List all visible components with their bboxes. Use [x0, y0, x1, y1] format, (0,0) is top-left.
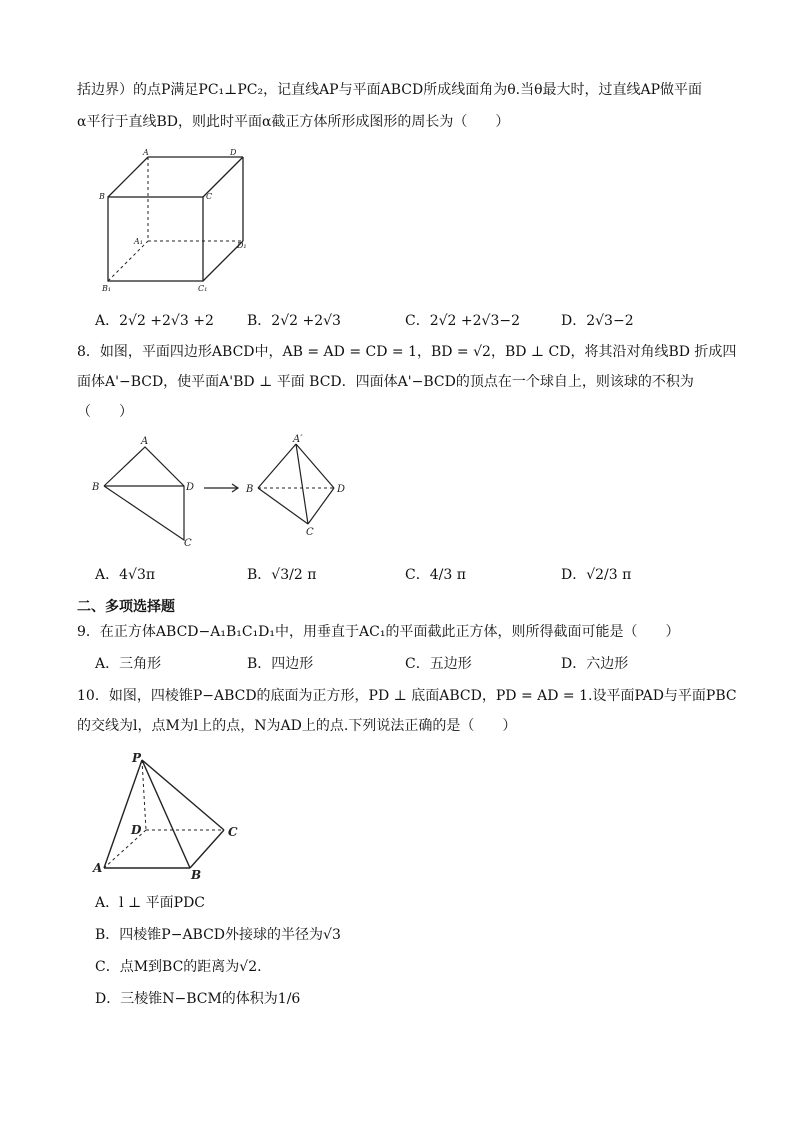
q10-fig-label-b: B — [191, 868, 202, 882]
q8-fig-right-label-b: B — [246, 484, 254, 495]
q10-fig-label-p: P — [132, 751, 142, 765]
q9-option-c[interactable]: C．五边形 — [405, 656, 472, 672]
q7-text-line1: 括边界）的点P满足PC₁⊥PC₂，记直线AP与平面ABCD所成线面角为θ.当θ最大时，过直线AP做平面 — [77, 82, 703, 98]
q8-text-line1: 8．如图，平面四边形ABCD中，AB = AD = CD = 1，BD = √2，BD ⊥ CD，将其沿对角线BD 折成四 — [77, 344, 737, 360]
section-title-multiple-choice: 二、多项选择题 — [77, 599, 175, 615]
q9-text-line1: 9．在正方体ABCD−A₁B₁C₁D₁中，用垂直于AC₁的平面截此正方体，则所得截面可能是（ ） — [77, 624, 680, 640]
q8-fig-left-label-d: D — [186, 482, 195, 493]
q8-option-d[interactable]: D．√2/3 π — [561, 567, 632, 583]
q7-text-line2: α平行于直线BD，则此时平面α截正方体所形成图形的周长为（ ） — [77, 114, 510, 130]
q7-option-b[interactable]: B．2√2 +2√3 — [247, 313, 341, 329]
q10-option-b[interactable]: B．四棱锥P−ABCD外接球的半径为√3 — [95, 927, 341, 943]
q7-cube-figure — [92, 145, 262, 295]
q7-fig-label-b: B — [99, 192, 105, 201]
q7-fig-label-d1: D₁ — [237, 241, 247, 250]
q7-fig-label-a: A — [143, 148, 149, 157]
q8-figure — [88, 432, 358, 552]
q10-option-a[interactable]: A．l ⊥ 平面PDC — [95, 895, 206, 911]
q10-text-line2: 的交线为l，点M为l上的点，N为AD上的点.下列说法正确的是（ ） — [77, 718, 517, 734]
q10-option-d[interactable]: D．三棱锥N−BCM的体积为1/6 — [95, 991, 301, 1007]
q9-option-a[interactable]: A．三角形 — [95, 656, 162, 672]
q7-option-a[interactable]: A．2√2 +2√3 +2 — [95, 313, 214, 329]
q8-text-line3: （ ） — [77, 404, 133, 420]
q10-fig-label-d: D — [131, 823, 142, 837]
q7-fig-label-a1: A₁ — [134, 237, 143, 246]
q8-option-b[interactable]: B．√3/2 π — [247, 567, 317, 583]
q8-fig-right-label-c: C — [306, 527, 314, 538]
q10-fig-label-a: A — [93, 861, 103, 875]
q7-option-d[interactable]: D．2√3−2 — [561, 313, 634, 329]
q10-text-line1: 10．如图，四棱锥P−ABCD的底面为正方形，PD ⊥ 底面ABCD，PD = AD = 1.设平面PAD与平面PBC — [77, 688, 737, 704]
q10-pyramid-figure — [90, 748, 250, 883]
q9-option-d[interactable]: D．六边形 — [561, 656, 629, 672]
q8-fig-left-label-a: A — [141, 436, 149, 447]
q9-option-b[interactable]: B．四边形 — [247, 656, 314, 672]
q8-fig-right-label-d: D — [337, 484, 346, 495]
q8-option-a[interactable]: A．4√3π — [95, 567, 156, 583]
q10-fig-label-c: C — [228, 825, 238, 839]
q10-option-c[interactable]: C．点M到BC的距离为√2. — [95, 959, 262, 975]
q8-option-c[interactable]: C．4/3 π — [405, 567, 466, 583]
q8-fig-right-label-a: A′ — [293, 434, 303, 445]
q7-fig-label-c1: C₁ — [198, 284, 208, 293]
q7-fig-label-d: D — [230, 148, 237, 157]
q7-option-c[interactable]: C．2√2 +2√3−2 — [405, 313, 521, 329]
q8-fig-left-label-c: C — [184, 538, 192, 549]
q7-fig-label-c: C — [206, 192, 213, 201]
q7-fig-label-b1: B₁ — [102, 284, 112, 293]
q8-fig-left-label-b: B — [92, 482, 100, 493]
q8-text-line2: 面体A'−BCD，使平面A'BD ⊥ 平面 BCD．四面体A'−BCD的顶点在一个球自上，则该球的不积为 — [77, 374, 694, 390]
